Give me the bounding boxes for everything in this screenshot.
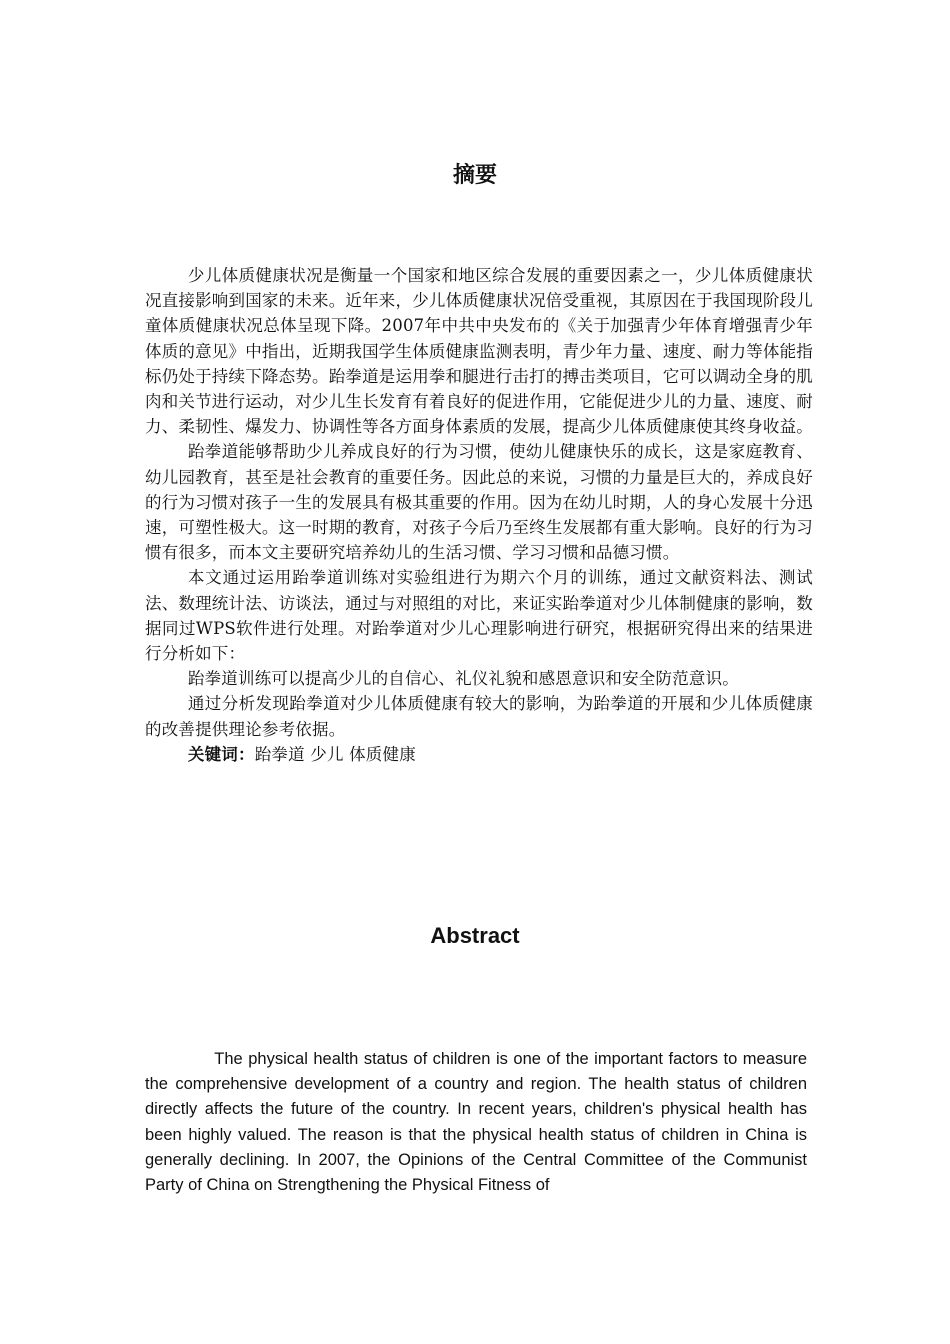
chinese-paragraph-5: 通过分析发现跆拳道对少儿体质健康有较大的影响，为跆拳道的开展和少儿体质健康的改善提供理论参考依据。 — [145, 694, 813, 739]
keywords-line — [145, 742, 813, 767]
chinese-paragraph-1: 少儿体质健康状况是衡量一个国家和地区综合发展的重要因素之一，少儿体质健康状况直接影响到国家的未来。近年来，少儿体质健康状况倍受重视，其原因在于我国现阶段儿童体质健康状况总体呈现下降。2007年中共中央发布的《关于加强青少年体育增强青少年体质的意见》中指出，近期我国学生体质健康监测表明，青少年力量、速度、耐力等体能指标仍处于持续下降态势。跆拳道是运用拳和腿进行击打的搏击类项目，它可以调动全身的肌肉和关节进行运动，对少儿生长发育有着良好的促进作用，它能促进少儿的力量、速度、耐力、柔韧性、爆发力、协调性等各方面身体素质的发展，提高少儿体质健康使其终身收益。 — [145, 266, 813, 437]
english-paragraph-1: The physical health status of children is one of the important factors to measure the comprehensive development of a country and region. The health status of children directly affects the future of the country. In recent years, children's physical health has been highly valued. The reason is that the physical health status of children in China is generally declining. In 2007, the Opinions of the Central Committee of the Communist Party of China on Strengthening the Physical Fitness of — [145, 1050, 807, 1195]
chinese-abstract-body — [145, 263, 813, 767]
keywords-label: 关键词： — [187, 744, 255, 764]
chinese-paragraph-4: 跆拳道训练可以提高少儿的自信心、礼仪礼貌和感恩意识和安全防范意识。 — [187, 669, 739, 689]
chinese-abstract-title: 摘要 — [452, 163, 497, 188]
chinese-paragraph-2: 跆拳道能够帮助少儿养成良好的行为习惯，使幼儿健康快乐的成长，这是家庭教育、幼儿园教育，甚至是社会教育的重要任务。因此总的来说，习惯的力量是巨大的，养成良好的行为习惯对孩子一生的发展具有极其重要的作用。因为在幼儿时期，人的身心发展十分迅速，可塑性极大。这一时期的教育，对孩子今后乃至终生发展都有重大影响。良好的行为习惯有很多，而本文主要研究培养幼儿的生活习惯、学习习惯和品德习惯。 — [145, 442, 813, 563]
english-abstract-body — [145, 1047, 807, 1198]
english-abstract-title: Abstract — [430, 923, 520, 948]
keywords-value: 跆拳道 少儿 体质健康 — [254, 744, 416, 764]
chinese-paragraph-3: 本文通过运用跆拳道训练对实验组进行为期六个月的训练，通过文献资料法、测试法、数理统计法、访谈法，通过与对照组的对比，来证实跆拳道对少儿体制健康的影响，数据同过WPS软件进行处理。对跆拳道对少儿心理影响进行研究，根据研究得出来的结果进行分析如下： — [145, 568, 813, 664]
